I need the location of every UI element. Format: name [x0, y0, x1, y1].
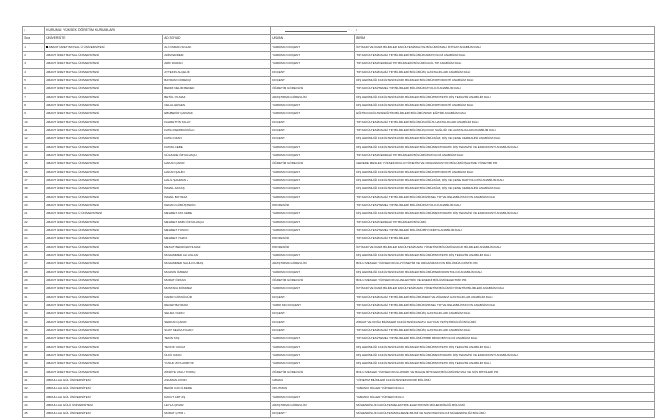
cell-sira: 15: [23, 160, 45, 168]
cell-birim: TIP FAKÜLTESİ/DAHİLİ TIP BİLİMLERİ BÖLÜMÜ/İÇ HASTALIKLARI ANABİLİM DALI: [355, 68, 655, 76]
cell-birim: TIP FAKÜLTESİ/DAHİLİ TIP BİLİMLERİ BÖLÜMÜ/KARDİYOLOJİ ANABİLİM DALI: [355, 51, 655, 59]
cell-universite: ABANT İZZET BAYSAL ÜNİVERSİTESİ: [45, 326, 163, 334]
table-row[interactable]: [23, 85, 655, 93]
table-row[interactable]: [23, 285, 655, 293]
cell-unvan: YARDIMCI DOÇENT: [271, 168, 355, 176]
cell-unvan: YARDIMCI DOÇENT: [271, 176, 355, 184]
cell-sira: 31: [23, 293, 45, 301]
cell-universite: ABANT İZZET BAYSAL ÜNİVERSİTESİ: [45, 135, 163, 143]
cell-birim: TIP FAKÜLTESİ/CERRAHİ TIP BİLİMLERİ BÖLÜMÜ/PATOLOJİ ANABİLİM DALI: [355, 151, 655, 159]
cell-unvan: YARDIMCI DOÇENT: [271, 218, 355, 226]
cell-universite: ABANT İZZET BAYSAL ÜNİVERSİTESİ: [45, 160, 163, 168]
cell-unvan: YARDIMCI DOÇENT: [271, 43, 355, 51]
cell-birim: DİŞ HEKİMLİĞİ FAKÜLTESİ/KLİNİK BİLİMLER BÖLÜMÜ/ORTODONTİ ANABİLİM DALI: [355, 76, 655, 84]
cell-sira: 11: [23, 126, 45, 134]
table-row[interactable]: [23, 260, 655, 268]
cell-birim: TIP FAKÜLTESİ/CERRAHİ TIP BİLİMLERİ BÖLÜMÜ: [355, 218, 655, 226]
cell-universite: ABANT İZZET BAYSAL ÜNİVERSİTESİ: [45, 110, 163, 118]
cell-universite: ABANT İZZET BAYSAL ÜNİVERSİTESİ: [45, 60, 163, 68]
cell-birim: DİŞ HEKİMLİĞİ FAKÜLTESİ/KLİNİK BİLİMLER BÖLÜMÜ/ORTODONTİ ANABİLİM DALI: [355, 101, 655, 109]
cell-ad-soyad: TEKİN TAŞ: [163, 335, 271, 343]
cell-ad-soyad: SELMA YAZICI: [163, 310, 271, 318]
cell-ad-soyad: MURAT ÇITIR •: [163, 410, 271, 418]
cell-sira: 43: [23, 393, 45, 401]
cell-ad-soyad: MURAT ÖZKAN: [163, 276, 271, 284]
cell-unvan: DOÇENT: [271, 318, 355, 326]
cell-birim: TIP FAKÜLTESİ/DAHİLİ TIP BİLİMLERİ BÖLÜMÜ/DERİ VE ZÜHREVİ HASTALIKLAR ANABİLİM DALI: [355, 293, 655, 301]
cell-sira: 33: [23, 310, 45, 318]
cell-universite: ABANT İZZET BAYSAL ÜNİVERSİTESİ: [45, 343, 163, 351]
underline-rule: [285, 29, 347, 33]
cell-sira: 2: [23, 51, 45, 59]
cell-sira: 20: [23, 201, 45, 209]
cell-universite: ABANT İZZET BAYSAL ÜNİVERSİTESİ: [45, 176, 163, 184]
cell-birim: TIP FAKÜLTESİ/TEMEL TIP BİLİMLERİ BÖLÜMÜ/TIBBİ MİKROBİYOLOJİ ANABİLİM DALI: [355, 335, 655, 343]
table-row[interactable]: [23, 185, 655, 193]
cell-birim: DİŞ HEKİMLİĞİ FAKÜLTESİ/KLİNİK BİLİMLER BÖLÜMÜ/AĞIZ, DİŞ VE ÇENE CERRAHİSİ ANABİLİM DALI: [355, 135, 655, 143]
cell-birim: EĞİTİM FAKÜLTESİ/EĞİTİM BİLİMLERİ BÖLÜMÜ/SINIF EĞİTİMİ ANABİLİM DALI: [355, 110, 655, 118]
cell-birim: YÖNETİM BİLİMLERİ FAKÜLTESİ/EKONOMİ BÖLÜMÜ: [355, 376, 655, 384]
table-row[interactable]: [23, 310, 655, 318]
cell-unvan: YARDIMCI DOÇENT: [271, 151, 355, 159]
cell-birim: DİŞ HEKİMLİĞİ FAKÜLTESİ/KLİNİK BİLİMLER BÖLÜMÜ/PROTETİK DİŞ TEDAVİSİ ANABİLİM DALI: [355, 360, 655, 368]
table-row[interactable]: [23, 151, 655, 159]
cell-sira: 25: [23, 243, 45, 251]
column-header-unvan: UNVAN: [271, 35, 355, 43]
cell-ad-soyad: NADİR GÖKSÜGÜR: [163, 293, 271, 301]
cell-sira: 8: [23, 101, 45, 109]
cell-sira: 12: [23, 135, 45, 143]
cell-sira: 28: [23, 268, 45, 276]
cell-unvan: ÖĞRETİM GÖREVLİSİ: [271, 368, 355, 376]
cell-universite: ABANT İZZET BAYSAL ÜNİVERSİTESİ: [45, 360, 163, 368]
cell-ad-soyad: BETÜL YILMAZ: [163, 93, 271, 101]
table-row[interactable]: [23, 251, 655, 259]
cell-unvan: DOÇENT ": [271, 410, 355, 418]
cell-ad-soyad: BAYRAM CÖREKÇİ: [163, 76, 271, 84]
cell-ad-soyad: MEHMET YAZICI: [163, 235, 271, 243]
cell-birim: TIP FAKÜLTESİ/DAHİLİ TIP BİLİMLERİ: [355, 235, 655, 243]
cell-ad-soyad: ADİM ERDEM: [163, 51, 271, 59]
cell-birim: TIP FAKÜLTESİ/TEMEL TIP BİLİMLERİ BÖLÜMÜ/BİYOKİMYA ANABİLİM DALI: [355, 226, 655, 234]
cell-unvan: DOÇENT: [271, 118, 355, 126]
cell-universite: ABANT İZZET BAYSAL ÜNİVERSİTESİ: [45, 235, 163, 243]
cell-birim: TIP FAKÜLTESİ/DAHİLİ TIP BİLİMLERİ BÖLÜMÜ/GÖĞÜS HASTALIKLARI ANABİLİM DALI: [355, 118, 655, 126]
cell-universite: ABANT İZZET BAYSAL ÜNİVERSİTESİ: [45, 76, 163, 84]
cell-sira: 45: [23, 410, 45, 418]
cell-universite: ABDULLAH GÜL ÜNİVERSİTESİ: [45, 410, 163, 418]
table-row[interactable]: [23, 110, 655, 118]
cell-unvan: ARAŞTIRMA GÖREVLİSİ: [271, 260, 355, 268]
cell-unvan: YARDIMCI DOÇENT: [271, 51, 355, 59]
cell-ad-soyad: YUSUF ZİYA AKBIYIK: [163, 360, 271, 368]
cell-unvan: YARDIMCI DOÇENT: [271, 268, 355, 276]
table-row[interactable]: [23, 51, 655, 59]
cell-sira: 1: [23, 43, 45, 51]
cell-ad-soyad: KENAN GÜMÜŞTEKİN: [163, 201, 271, 209]
cell-ad-soyad: MESUT BEDRİ ERYILMAZ: [163, 243, 271, 251]
cell-universite: ABANT İZZET BAYSAL ÜNİVERSİTESİ: [45, 243, 163, 251]
cell-sira: 34: [23, 318, 45, 326]
cell-birim: BOLU MESLEK YÜKSEKOKULU/PARK VE BAHÇE BİTKİLERİ BÖLÜMÜ/PEYZAJ VE SÜS BİTKİLERİ PR.: [355, 368, 655, 376]
cell-unvan: OKUTMAN: [271, 385, 355, 393]
cell-birim: YABANCI DİLLER YÜKSEKOKULU: [355, 393, 655, 401]
cell-birim: İKTİSADİ VE İDARİ BİLİMLER FAKÜLTESİ/KAMU YÖNETİMİ BÖLÜMÜ/HUKUK BİLİMLERİ ANABİLİM DALI: [355, 243, 655, 251]
cell-ad-soyad: FATİH DEMİRCİOĞLU: [163, 126, 271, 134]
cell-ad-soyad: ÜLKÜ OZAN: [163, 351, 271, 359]
cell-unvan: DOÇENT: [271, 293, 355, 301]
cell-unvan: PROFESÖR: [271, 243, 355, 251]
cell-unvan: YARDIMCI DOÇENT: [271, 185, 355, 193]
cell-sira: 18: [23, 185, 45, 193]
cell-sira: 24: [23, 235, 45, 243]
table-row[interactable]: [23, 126, 655, 134]
cell-universite: ABANT İZZET BAYSAL ÜNİVERSİTESİ: [45, 276, 163, 284]
table-row[interactable]: [23, 276, 655, 284]
cell-ad-soyad: DAVUT ART AŞ: [163, 393, 271, 401]
column-header-universite: ÜNİVERSİTE: [45, 35, 163, 43]
table-row[interactable]: [23, 410, 655, 418]
cell-sira: 29: [23, 276, 45, 284]
cell-ad-soyad: BEDRİ NELİM BENEK: [163, 85, 271, 93]
table-row[interactable]: [23, 235, 655, 243]
cell-sira: 26: [23, 251, 45, 259]
cell-ad-soyad: AYTEKİN ALÇELİK: [163, 68, 271, 76]
table-row[interactable]: [23, 218, 655, 226]
cell-universite: ABANT İZZET BAYSAL ÜNİVERSİTESİ: [45, 251, 163, 259]
cell-birim: DİŞ HEKİMLİĞİ FAKÜLTESİ/KLİNİK BİLİMLER BÖLÜMÜ/PROTETİK DİŞ TEDAVİSİ ANABİLİM DALI: [355, 343, 655, 351]
column-header-birim: BİRİM: [355, 35, 655, 43]
cell-unvan: YARDIMCI DOÇENT: [271, 101, 355, 109]
cell-universite: ABANT İZZET BAYSAL ÜNİVERSİTESİ: [45, 293, 163, 301]
table-row[interactable]: [23, 343, 655, 351]
table-row[interactable]: [23, 335, 655, 343]
cell-sira: 21: [23, 210, 45, 218]
institution-label: KURUMU: YÜKSEK ÖĞRETİM KURUMLARI: [45, 27, 271, 35]
table-row[interactable]: [23, 368, 655, 376]
cell-universite: ABANT İZZET BAYSAL Ü ÜNİVERSİTESİ: [45, 43, 163, 51]
cell-sira: 3: [23, 60, 45, 68]
header-right-field: [271, 27, 655, 35]
cell-ad-soyad: ZİKRİYE USLU TOPAÇ: [163, 368, 271, 376]
table-row[interactable]: [23, 143, 655, 151]
cell-ad-soyad: ALİ OSMAN SOLAK: [163, 43, 271, 51]
table-row[interactable]: [23, 293, 655, 301]
cell-unvan: ARAŞTIRMA GÖREVLİSİ: [271, 401, 355, 409]
cell-unvan: ÖĞRETİM GÖREVLİSİ: [271, 85, 355, 93]
cell-ad-soyad: FATMA CEBE: [163, 143, 271, 151]
cell-sira: 35: [23, 326, 45, 334]
column-header-ad-soyad: AD SOYAD: [163, 35, 271, 43]
cell-unvan: YARDIMCI DOÇENT: [271, 251, 355, 259]
cell-unvan: DOÇENT: [271, 126, 355, 134]
cell-birim: BOLU MESLEK YÜKSEKOKULU/YÖNETİM VE ORGANİZASYON BÖLÜMÜ/LOJİSTİK PR.: [355, 260, 655, 268]
cell-birim: TIP FAKÜLTESİ/TEMEL TIP BİLİMLERİ BÖLÜMÜ/FİZYOLOJİ ANABİLİM DALI: [355, 201, 655, 209]
table-row[interactable]: [23, 93, 655, 101]
cell-ad-soyad: TEVFİK YAVUZ: [163, 343, 271, 351]
cell-sira: 19: [23, 193, 45, 201]
cell-birim: YABANCI DİLLER YÜKSEKOKULU: [355, 385, 655, 393]
cell-sira: 7: [23, 93, 45, 101]
cell-universite: ABANT İZZET BAYSAL ÜNİVERSİTESİ: [45, 68, 163, 76]
cell-unvan: PROFESÖR: [271, 235, 355, 243]
faded-text: ......... ,: [272, 28, 283, 32]
cell-birim: DİŞ HEKİMLİĞİ FAKÜLTESİ/KLİNİK BİLİMLER BÖLÜMÜ/RESTORATİF DİŞ TEDAVİSİ VE ENDODONTİ ANABİLİM DALI: [355, 351, 655, 359]
table-container: [22, 26, 654, 418]
cell-ad-soyad: MUHAMMED ALİ ASLAN: [163, 251, 271, 259]
cell-universite: ABANT İZZET BAYSAL ÜNİVERSİTESİ: [45, 118, 163, 126]
cell-ad-soyad: SUAT SELİM AYHAN ': [163, 326, 271, 334]
cell-ad-soyad: FAHRETTİN TALAY: [163, 118, 271, 126]
cell-sira: 36: [23, 335, 45, 343]
cell-ad-soyad: EBUBEKİR ÇAKMAK: [163, 110, 271, 118]
table-row[interactable]: [23, 60, 655, 68]
cell-birim: TIP FAKÜLTESİ/DAHİLİ TIP BİLİMLERİ BÖLÜMÜ/FİZİKSEL TIP VE REHABİLİTASYON ANABİLİM DALI: [355, 301, 655, 309]
cell-birim: DİŞ HEKİMLİĞİ FAKÜLTESİ/KLİNİK BİLİMLER BÖLÜMÜ/PROTETİK DİŞ TEDAVİSİ ANABİLİM DALI: [355, 93, 655, 101]
table-row[interactable]: [23, 68, 655, 76]
cell-universite: ABANT İZZET BAYSAL ÜNİVERSİTESİ: [45, 151, 163, 159]
column-header-row: [23, 35, 655, 43]
cell-birim: TIP FAKÜLTESİ/CERRAHİ TIP BİLİMLERİ BÖLÜMÜ/ACİL TIP ANABİLİM DALI: [355, 60, 655, 68]
cell-ad-soyad: MEHMET EMİN ÖZYALVAÇLI: [163, 218, 271, 226]
cell-universite: ABANT İZZET BAYSAL ÜNİVERSİTESİ: [45, 218, 163, 226]
column-header-sira: Sıra: [23, 35, 45, 43]
cell-unvan: DOÇENT: [271, 326, 355, 334]
cell-universite: ABANT İZZET BAYSAL ÜNİVERSİTESİ: [45, 310, 163, 318]
cell-birim: İKTİSADİ VE İDARİ BİLİMLER FAKÜLTESİ/MALİYE BÖLÜMÜ/MALİ İKTİSAT ANABİLİM DALI: [355, 43, 655, 51]
cell-ad-soyad: RECEP BAYRAM: [163, 301, 271, 309]
table-row[interactable]: [23, 43, 655, 51]
cell-ad-soyad: ASUMAN AYDIN: [163, 376, 271, 384]
cell-sira: 9: [23, 110, 45, 118]
cell-universite: ABANT İZZET BAYSAL ÜNİVERSİTESİ: [45, 335, 163, 343]
table-row[interactable]: [23, 168, 655, 176]
table-row[interactable]: [23, 401, 655, 409]
cell-birim: TIP FAKÜLTESİ/DAHİLİ TIP BİLİMLERİ BÖLÜMÜ/İÇ HASTALIKLARI ANABİLİM DALI: [355, 326, 655, 334]
cell-unvan: DOÇENT: [271, 76, 355, 84]
cell-universite: ABANT İZZET BAYSAL ÜNİVERSİTESİ: [45, 143, 163, 151]
title-row: [23, 27, 655, 35]
table-row[interactable]: [23, 201, 655, 209]
cell-sira: 23: [23, 226, 45, 234]
table-row[interactable]: [23, 76, 655, 84]
cell-universite: ABANT İZZET BAYSAL ÜNİVERSİTESİ: [45, 93, 163, 101]
cell-sira: 14: [23, 151, 45, 159]
cell-unvan: YARDIMCI DOÇENT: [271, 343, 355, 351]
table-row[interactable]: [23, 351, 655, 359]
cell-unvan: DOÇENT: [271, 135, 355, 143]
cell-sira: 16: [23, 168, 45, 176]
cell-sira: 38: [23, 351, 45, 359]
cell-ad-soyad: GÜLZADE ÖZYALVAÇLI: [163, 151, 271, 159]
cell-sira: 42: [23, 385, 45, 393]
cell-ad-soyad: SERKAN ÇAKIR: [163, 318, 271, 326]
cell-ad-soyad: MEHMET ATA CEBE: [163, 210, 271, 218]
table-row[interactable]: [23, 101, 655, 109]
cell-unvan: YARDIMCI DOÇENT: [271, 210, 355, 218]
cell-sira: 27: [23, 260, 45, 268]
table-row[interactable]: [23, 226, 655, 234]
cell-universite: ABANT İZZET BAYSAL ÜNİVERSİTESİ: [45, 101, 163, 109]
cell-birim: BOLU MESLEK YÜKSEKOKULU/ELEKTRİK VE ENERJİ BÖLÜMÜ/ELEKTRİK PR.: [355, 276, 655, 284]
cell-birim: ZİRAAT VE DOĞA BİLİMLERİ FAKÜLTESİ/KANATLI HAYVAN YETİŞTİRİCİLİĞİ BÖLÜMÜ: [355, 318, 655, 326]
cell-universite: ABDULLAH GÜLÜ ÜNİVERSİTESİ: [45, 401, 163, 409]
cell-universite: ABANT İZZET BAYSAL ÜNİVERSİTESİ: [45, 351, 163, 359]
table-row[interactable]: [23, 135, 655, 143]
cell-birim: İKTİSADİ VE İDARİ BİLİMLER FAKÜLTESİ/KAMU YÖNETİMİ BÖLÜMÜ/YÖNETİM BİLİMLERİ ANABİLİM DALI: [355, 285, 655, 293]
cell-sira: 40: [23, 368, 45, 376]
cell-sira: 22: [23, 218, 45, 226]
table-body: [23, 27, 655, 418]
cell-ad-soyad: BEKİR CAN İLDERE: [163, 385, 271, 393]
table-row[interactable]: [23, 376, 655, 384]
cell-universite: ABANT İZZET BAYSAL ÜNİVERSİTESİ: [45, 201, 163, 209]
cell-universite: ABANT İZZET BAYSAL Ü ÜNİVERSİTESİ: [45, 210, 163, 218]
cell-universite: ABANT İZZET BAYSAL ÜNİVERSİTESİ: [45, 85, 163, 93]
cell-universite: ABDULLAH GÜL ÜNİVERSİTESİ: [45, 393, 163, 401]
cell-birim: DİŞ HEKİMLİĞİ FAKÜLTESİ/KLİNİK BİLİMLER BÖLÜMÜ/RESTORATİF DİŞ TEDAVİSİ VE ENDODONTİ ANABİLİM DALI: [355, 210, 655, 218]
table-row[interactable]: [23, 268, 655, 276]
cell-universite: ABANT İZZET BAYSAL ÜNİVERSİTESİ: [45, 226, 163, 234]
personnel-table: [22, 26, 655, 418]
cell-unvan: ÖĞRETİM GÖREVLİSİ: [271, 160, 355, 168]
bullet-marker-icon: [46, 46, 48, 48]
cell-ad-soyad: MUHAMMED SALİH KUMAŞ: [163, 260, 271, 268]
table-row[interactable]: [23, 193, 655, 201]
cell-ad-soyad: CELAL ERGEN: [163, 101, 271, 109]
cell-ad-soyad: MUSTAFA DÖNMEZ: [163, 285, 271, 293]
cell-sira: 32: [23, 301, 45, 309]
cell-unvan: YARDIMCI DOÇENT: [271, 393, 355, 401]
cell-birim: TIP FAKÜLTESİ/DAHİLİ TIP BİLİMLERİ BÖLÜMÜ/FİZİKSEL TIP VE REHABİLİTASYON ANABİLİM DALI: [355, 193, 655, 201]
cell-sira: 4: [23, 68, 45, 76]
cell-unvan: YARDI MCI DOÇENT: [271, 301, 355, 309]
cell-birim: MÜHENDİSLİK FAKÜLTESİ/MALZEME BİLİMİ VE NANOTEKNOLOJİ MÜHENDİSLİĞİ BÖLÜMÜ: [355, 410, 655, 418]
cell-universite: ABANT İZZET BAYSAL ÜNİVERSİTESİ: [45, 168, 163, 176]
table-row[interactable]: [23, 160, 655, 168]
corner-cell: | .: [23, 27, 45, 35]
cell-unvan: DOÇENT: [271, 68, 355, 76]
cell-unvan: ÖĞRETİM GÖREVLİSİ: [271, 276, 355, 284]
cell-birim: GEREDE MESLEK YÜKSEKOKULU/YÖNETİM VE ORGANİZASYON BÖLÜMÜ/İŞLETME YÖNETİMİ PR.: [355, 160, 655, 168]
cell-unvan: DOÇENT: [271, 310, 355, 318]
table-row[interactable]: [23, 210, 655, 218]
cell-birim: DİŞ HEKİMLİĞİ FAKÜLTESİ/KLİNİK BİLİMLER BÖLÜMÜ/AĞIZ, DİŞ VE ÇENE CERRAHİSİ ANABİLİM DALI: [355, 185, 655, 193]
table-row[interactable]: [23, 243, 655, 251]
cell-ad-soyad: MUHSİN ÖZDEM: [163, 268, 271, 276]
cell-sira: 41: [23, 376, 45, 384]
cell-ad-soyad: İSMAİL BOYRAZ: [163, 193, 271, 201]
table-row[interactable]: [23, 118, 655, 126]
cell-birim: DİŞ HEKİMLİĞİ FAKÜLTESİ/KLİNİK BİLİMLER BÖLÜMÜ/ORTODONTİ ANABİLİM DALI: [355, 168, 655, 176]
cell-universite: ABANT İZZET BAYSAL ÜNİVERSİTESİ: [45, 260, 163, 268]
cell-birim: TIP FAKÜLTESİ/DAHİLİ TIP BİLİMLERİ BÖLÜMÜ/İÇ HASTALIKLARI ANABİLİM DALI: [355, 310, 655, 318]
faded-tail-text: " - , 1: [348, 28, 358, 33]
table-row[interactable]: [23, 318, 655, 326]
cell-ad-soyad: HAKAN ŞAHİN: [163, 168, 271, 176]
table-row[interactable]: [23, 393, 655, 401]
cell-universite: ABANT İZZET BAYSAL ÜNİVERSİTESİ: [45, 51, 163, 59]
cell-unvan: YARDIMCI DOÇENT: [271, 143, 355, 151]
cell-unvan: YARDIMCI DOÇENT: [271, 226, 355, 234]
cell-universite: ABDULLAH GÜL ÜNİVERSİTESİ: [45, 385, 163, 393]
cell-ad-soyad: HALİL ŞAHMAN •: [163, 176, 271, 184]
cell-sira: 13: [23, 143, 45, 151]
cell-unvan: UZMAN: [271, 376, 355, 384]
cell-unvan: YARDIMCI DOÇENT: [271, 110, 355, 118]
table-row[interactable]: [23, 360, 655, 368]
cell-ad-soyad: İSMAİL AKKAŞ: [163, 185, 271, 193]
table-row[interactable]: [23, 301, 655, 309]
cell-sira: 5: [23, 76, 45, 84]
cell-sira: 37: [23, 343, 45, 351]
cell-sira: 10: [23, 118, 45, 126]
cell-ad-soyad: LEYLA ÇINAR: [163, 401, 271, 409]
cell-unvan: YARDIMCI DOÇENT: [271, 335, 355, 343]
cell-universite: ABANT İZZET BAYSAL ÜNİVERSİTESİ: [45, 285, 163, 293]
table-row[interactable]: [23, 326, 655, 334]
cell-universite: ABDULLAH GÜL ÜNİVERSİTESİ: [45, 376, 163, 384]
cell-birim: MÜHENDİSLİK FAKÜLTESİ/ELEKTRİK-ELEKTRONİK MÜHENDİSLİĞİ BÖLÜMÜ: [355, 401, 655, 409]
cell-ad-soyad: FATİH OZAN: [163, 135, 271, 143]
cell-unvan: PROFESÖR: [271, 201, 355, 209]
cell-unvan: ARAŞTIRMA GÖREVLİSİ: [271, 93, 355, 101]
cell-unvan: YARDIMCI DOÇENT: [271, 351, 355, 359]
table-row[interactable]: [23, 385, 655, 393]
cell-sira: 30: [23, 285, 45, 293]
cell-sira: 44: [23, 401, 45, 409]
cell-universite: ABANT İZZET BAYSAL ÜNİVERSİTESİ: [45, 368, 163, 376]
cell-unvan: YARDIMCI DOÇENT: [271, 285, 355, 293]
cell-birim: DİŞ HEKİMLİĞİ FAKÜLTESİ/KLİNİK BİLİMLER BÖLÜMÜ/RESTORATİF DİŞ TEDAVİSİ VE ENDODONTİ ANABİLİM DALI: [355, 143, 655, 151]
cell-birim: DİŞ HEKİMLİĞİ FAKÜLTESİ/KLİNİK BİLİMLER BÖLÜMÜ/PERİODONTOLOJİ ANABİLİM DALI: [355, 268, 655, 276]
cell-sira: 39: [23, 360, 45, 368]
cell-universite: ABANT İZZET BAYSAL ÜNİVERSİTESİ: [45, 268, 163, 276]
cell-birim: TIP FAKÜLTESİ/TEMEL TIP BİLİMLERİ BÖLÜMÜ/FİZYOLOJİ ANABİLİM DALI: [355, 85, 655, 93]
cell-universite: ABANT İZZET BAYSAL ÜNİVERSİTESİ: [45, 301, 163, 309]
cell-universite: ABANT İZZET BAYSAL ÜNİVERSİTESİ: [45, 193, 163, 201]
cell-ad-soyad: ARİF DURAN: [163, 60, 271, 68]
cell-ad-soyad: MEHMET TOSUN: [163, 226, 271, 234]
cell-birim: DİŞ HEKİMLİĞİ FAKÜLTESİ/KLİNİK BİLİMLER BÖLÜMÜ/PROTETİK DİŞ TEDAVİSİ ANABİLİM DALI: [355, 251, 655, 259]
cell-universite: ABANT İZZET BAYSAL ÜNİVERSİTESİ: [45, 318, 163, 326]
cell-universite: ABANT İZZET BAYSAL ÜNİVERSİTESİ: [45, 126, 163, 134]
cell-birim: DİŞ HEKİMLİĞİ FAKÜLTESİ/KLİNİK BİLİMLER BÖLÜMÜ/AĞIZ, DİŞ VE ÇENE RADYOLOJİSİ ANABİLİM DALI: [355, 176, 655, 184]
cell-ad-soyad: HAKAN ÇAKIR: [163, 160, 271, 168]
cell-unvan: YARDIMCI DOÇENT: [271, 193, 355, 201]
cell-sira: 17: [23, 176, 45, 184]
cell-birim: TIP FAKÜLTESİ/DAHİLİ TIP BİLİMLERİ BÖLÜMÜ/ÇOCUK SAĞLIĞI VE HASTALIKLARI ANABİLİM DALI: [355, 126, 655, 134]
cell-unvan: YARDIMCI DOÇENT: [271, 60, 355, 68]
cell-sira: 6: [23, 85, 45, 93]
table-row[interactable]: [23, 176, 655, 184]
cell-unvan: YARDIMCI DOÇENT: [271, 360, 355, 368]
cell-universite: ABANT İZZET BAYSAL ÜNİVERSİTESİ: [45, 185, 163, 193]
